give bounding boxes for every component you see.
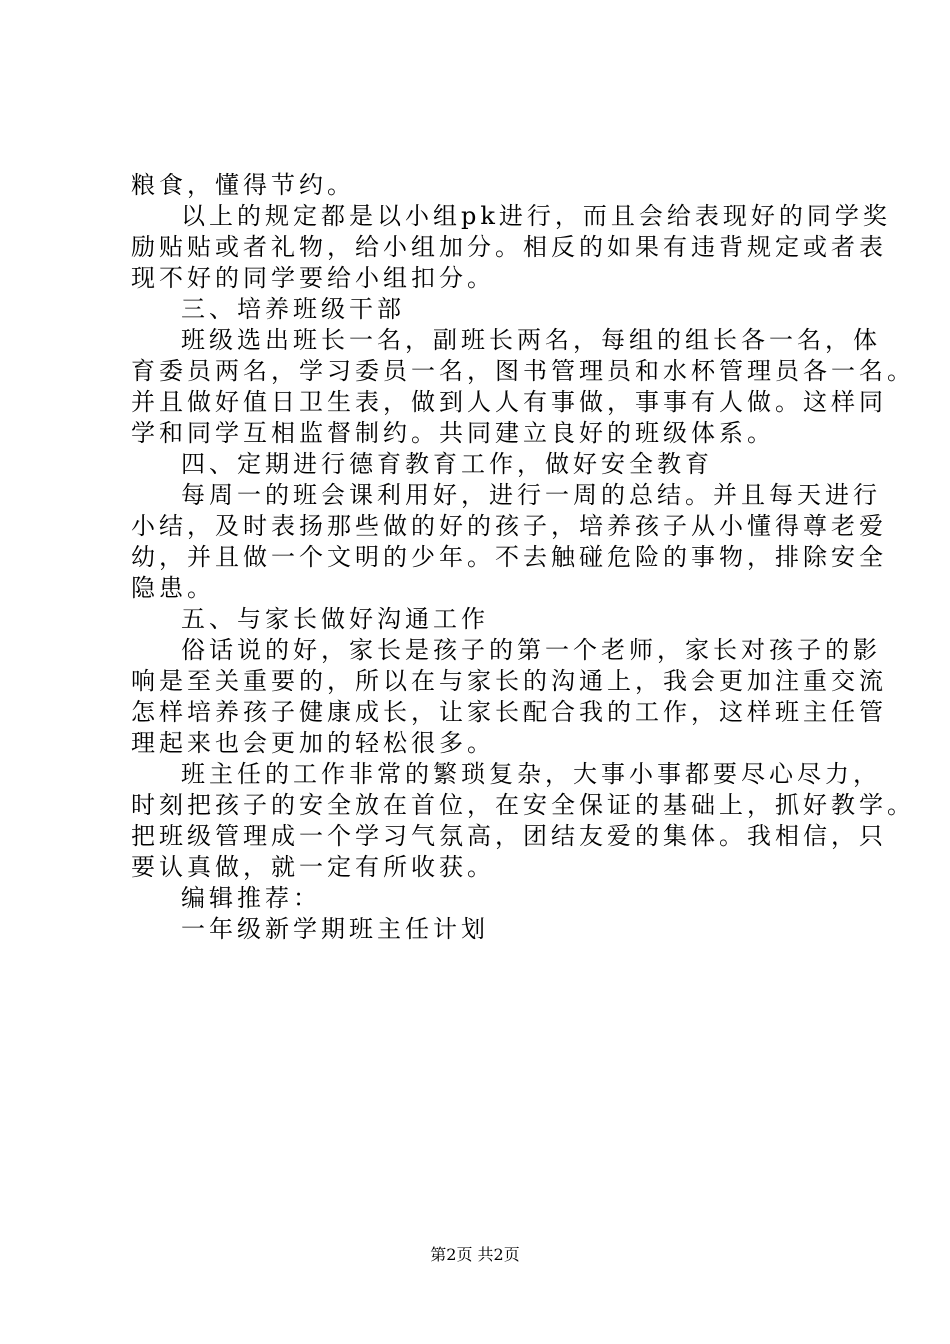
text-line: 怎样培养孩子健康成长，让家长配合我的工作，这样班主任管 — [131, 698, 887, 726]
text-line: 育委员两名，学习委员一名，图书管理员和水杯管理员各一名。 — [131, 357, 915, 385]
recommended-article-link[interactable]: 一年级新学期班主任计划 — [181, 915, 489, 943]
document-body — [131, 170, 915, 945]
text-line: 班主任的工作非常的繁琐复杂，大事小事都要尽心尽力， — [181, 760, 881, 788]
text-line: 现不好的同学要给小组扣分。 — [131, 264, 495, 292]
text-line: 要认真做，就一定有所收获。 — [131, 853, 495, 881]
text-line: 每周一的班会课利用好，进行一周的总结。并且每天进行 — [181, 481, 881, 509]
section-heading: 四、定期进行德育教育工作，做好安全教育 — [181, 450, 713, 478]
text-line: 隐患。 — [131, 574, 215, 602]
text-line: 学和同学互相监督制约。共同建立良好的班级体系。 — [131, 419, 775, 447]
text-line: 把班级管理成一个学习气氛高，团结友爱的集体。我相信，只 — [131, 822, 887, 850]
section-heading: 三、培养班级干部 — [181, 295, 405, 323]
text-line: 时刻把孩子的安全放在首位，在安全保证的基础上，抓好教学。 — [131, 791, 915, 819]
text-line: 粮食，懂得节约。 — [131, 171, 355, 199]
text-line: 响是至关重要的，所以在与家长的沟通上，我会更加注重交流 — [131, 667, 887, 695]
text-line: 幼，并且做一个文明的少年。不去触碰危险的事物，排除安全 — [131, 543, 887, 571]
text-line: 以上的规定都是以小组pk进行，而且会给表现好的同学奖 — [181, 202, 891, 230]
text-line: 理起来也会更加的轻松很多。 — [131, 729, 495, 757]
section-heading: 五、与家长做好沟通工作 — [181, 605, 489, 633]
text-line: 小结，及时表扬那些做的好的孩子，培养孩子从小懂得尊老爱 — [131, 512, 887, 540]
text-line: 并且做好值日卫生表，做到人人有事做，事事有人做。这样同 — [131, 388, 887, 416]
page-number-footer: 第2页 共2页 — [430, 1245, 520, 1264]
text-line: 俗话说的好，家长是孩子的第一个老师，家长对孩子的影 — [181, 636, 881, 664]
editor-recommendation-label: 编辑推荐： — [181, 884, 321, 912]
text-line: 励贴贴或者礼物，给小组加分。相反的如果有违背规定或者表 — [131, 233, 887, 261]
text-line: 班级选出班长一名，副班长两名，每组的组长各一名，体 — [181, 326, 881, 354]
